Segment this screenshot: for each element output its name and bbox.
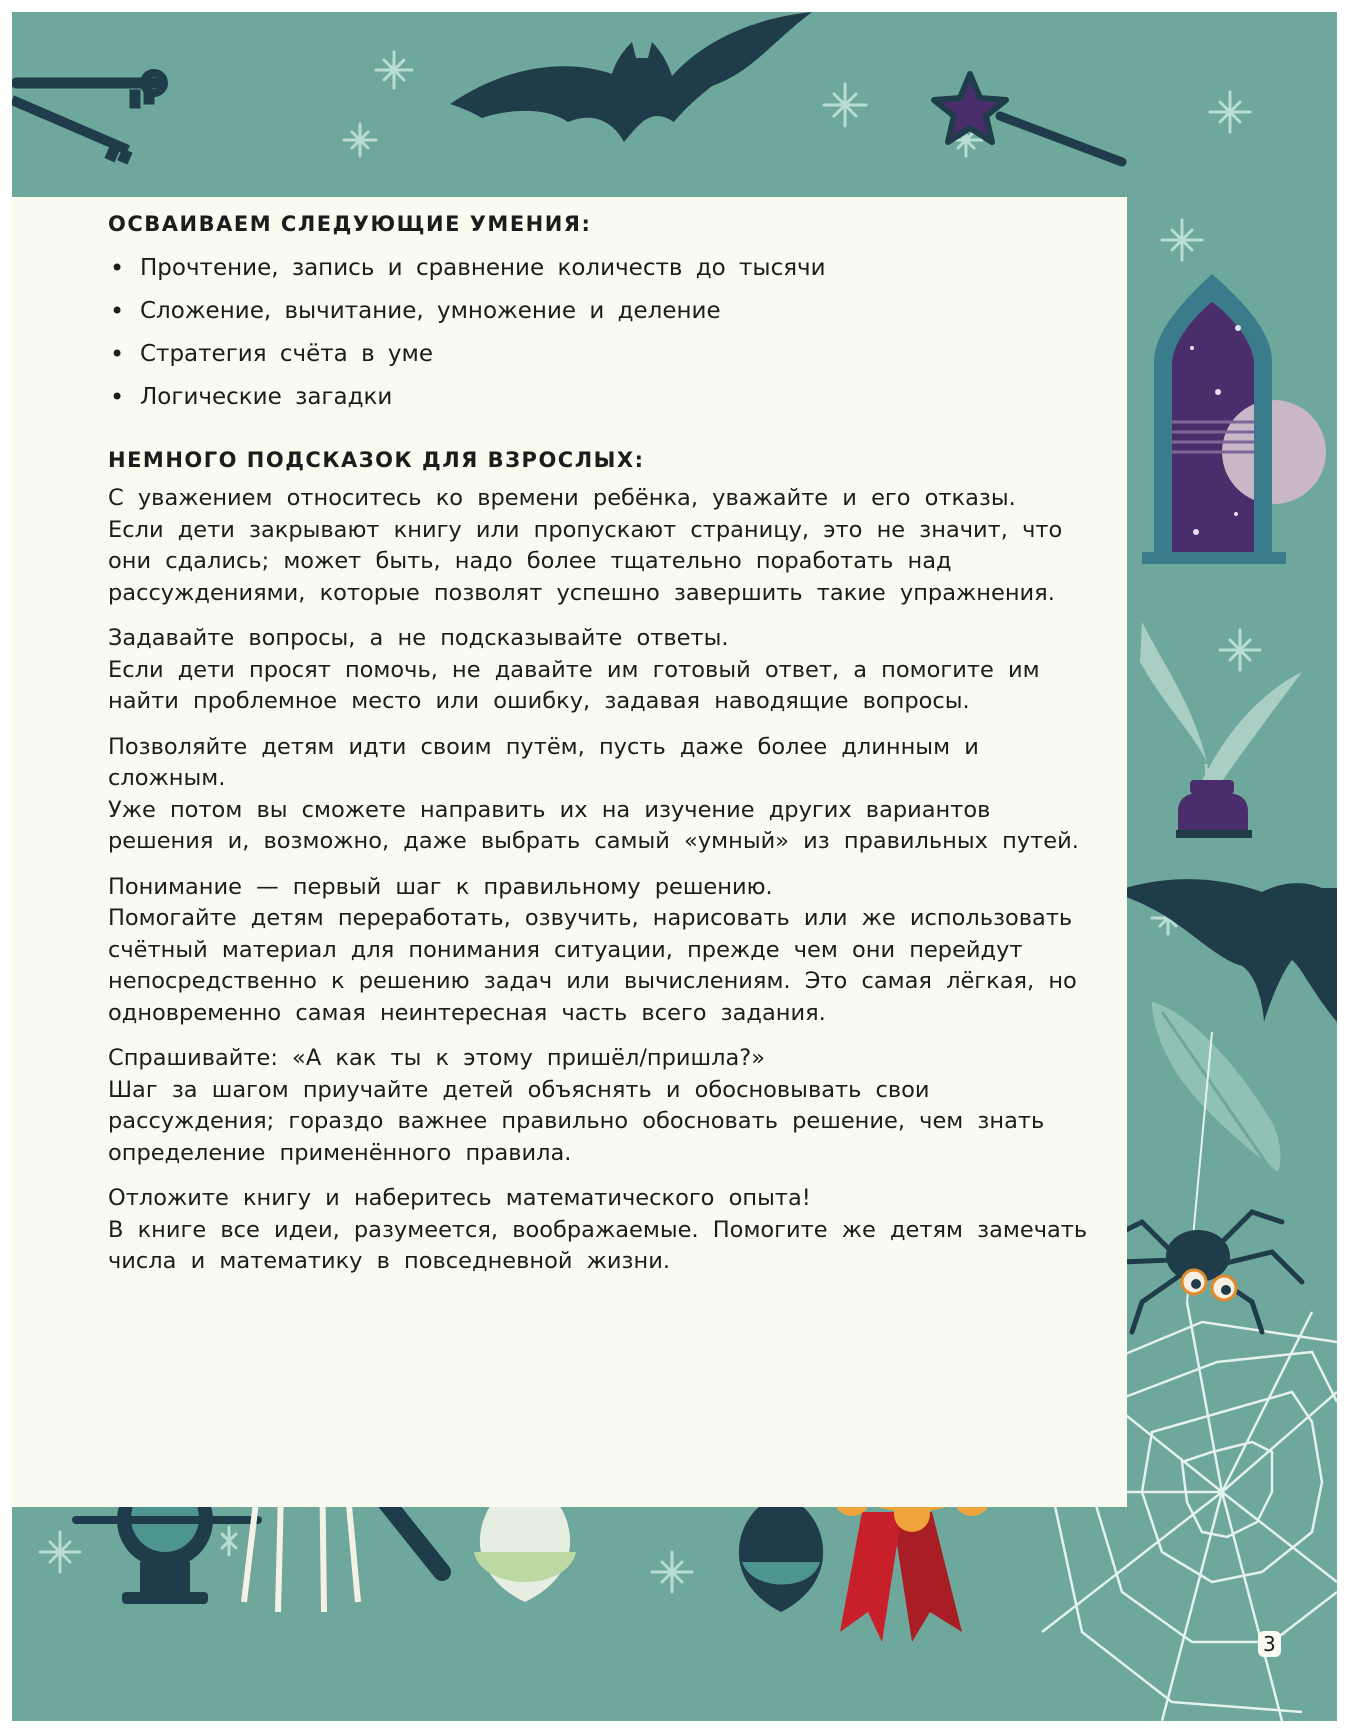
tip-body: В книге все идеи, разумеется, воображаемые. Помогите же детям замечать числа и математику в повседневной жизни. bbox=[108, 1216, 1088, 1274]
tip-lead: Понимание — первый шаг к правильному решению. bbox=[108, 873, 773, 900]
feather-icon bbox=[1152, 1002, 1280, 1180]
tip-paragraph bbox=[108, 872, 1098, 1030]
page-number: 3 bbox=[1258, 1631, 1281, 1657]
tip-body: Если дети закрывают книгу или пропускают страницу, это не значит, что они сдались; может быть, надо более тщательно поработать над рассуждениями, которые позволят успешно завершить такие упражнения. bbox=[108, 516, 1063, 606]
list-item: • Прочтение, запись и сравнение количеств до тысячи bbox=[108, 247, 1098, 290]
bat-icon bbox=[1112, 879, 1337, 1022]
tip-paragraph bbox=[108, 1043, 1098, 1169]
tip-lead: Позволяйте детям идти своим путём, пусть даже более длинным и сложным. bbox=[108, 733, 979, 791]
tip-lead: С уважением относитесь ко времени ребёнка, уважайте и его отказы. bbox=[108, 485, 1016, 511]
page-background bbox=[12, 12, 1337, 1721]
tip-paragraph bbox=[108, 483, 1098, 609]
bat-icon bbox=[450, 12, 812, 142]
tip-lead: Спрашивайте: «А как ты к этому пришёл/пришла?» bbox=[108, 1045, 766, 1071]
skills-list bbox=[108, 247, 1098, 419]
tip-lead: Задавайте вопросы, а не подсказывайте ответы. bbox=[108, 625, 729, 651]
tip-body: Помогайте детям переработать, озвучить, нарисовать или же использовать счётный материал для понимания ситуации, прежде чем они перейдут непосредственно к решению задач или вычислениям. Это самая лёгкая, но одновременно самая неинтересная часть всего задания. bbox=[108, 905, 1077, 1026]
text-area bbox=[108, 209, 1098, 1292]
tip-body: Уже потом вы сможете направить их на изучение других вариантов решения и, возможно, даже выбрать самый «умный» из правильных путей. bbox=[108, 796, 1079, 854]
list-item: • Логические загадки bbox=[108, 376, 1098, 419]
list-item: • Стратегия счёта в уме bbox=[108, 333, 1098, 376]
key-icon bbox=[12, 73, 164, 164]
tips-heading: НЕМНОГО ПОДСКАЗОК ДЛЯ ВЗРОСЛЫХ: bbox=[108, 448, 645, 472]
inkwell-icon bbox=[1176, 780, 1252, 838]
content-panel bbox=[12, 197, 1127, 1507]
tip-paragraph bbox=[108, 623, 1098, 718]
skills-heading: ОСВАИВАЕМ СЛЕДУЮЩИЕ УМЕНИЯ: bbox=[108, 212, 592, 236]
tip-lead: Отложите книгу и наберитесь математического опыта! bbox=[108, 1185, 811, 1211]
list-item: • Сложение, вычитание, умножение и деление bbox=[108, 290, 1098, 333]
window-icon bbox=[1142, 274, 1326, 564]
tip-paragraph bbox=[108, 732, 1098, 858]
magic-wand-icon bbox=[934, 74, 1122, 162]
tip-paragraph bbox=[108, 1183, 1098, 1278]
tip-body: Если дети просят помочь, не давайте им готовый ответ, а помогите им найти проблемное место или ошибку, задавая наводящие вопросы. bbox=[108, 656, 1040, 714]
tip-body: Шаг за шагом приучайте детей объяснять и обосновывать свои рассуждения; гораздо важнее правильно обосновать решение, чем знать определение применённого правила. bbox=[108, 1076, 1045, 1166]
